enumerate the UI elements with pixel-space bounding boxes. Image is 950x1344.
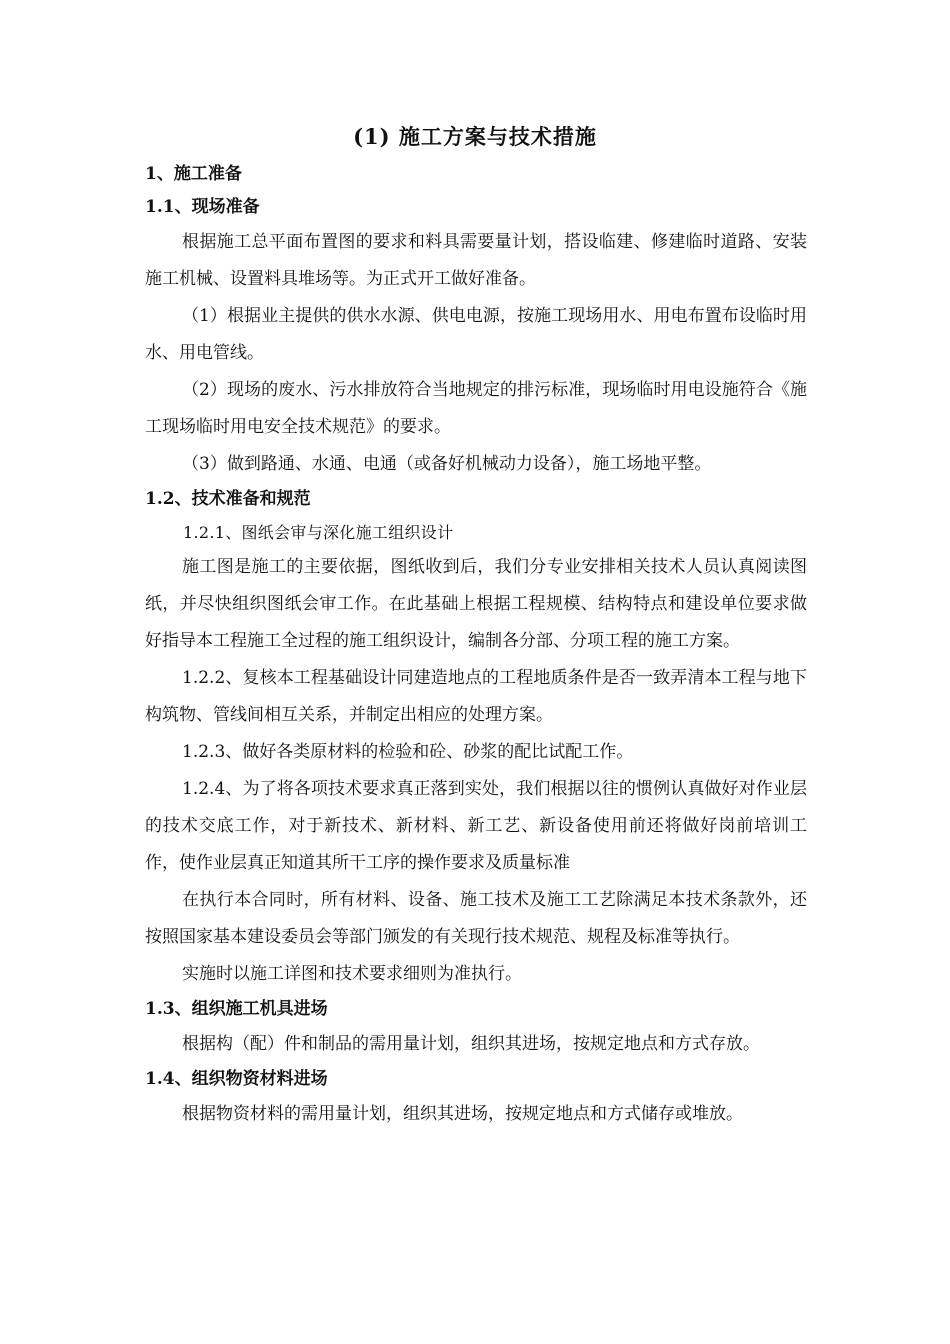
document-title: (1) 施工方案与技术措施 bbox=[353, 124, 597, 149]
paragraph: （2）现场的废水、污水排放符合当地规定的排污标准，现场临时用电设施符合《施工现场临时用电安全技术规范》的要求。 bbox=[145, 380, 807, 437]
paragraph: 1.2.4、为了将各项技术要求真正落到实处，我们根据以往的惯例认真做好对作业层的技术交底工作，对于新技术、新材料、新工艺、新设备使用前还将做好岗前培训工作，使作业层真正知道其所干工序的操作要求及质量标准 bbox=[145, 779, 807, 873]
section-heading: 1、施工准备 bbox=[145, 164, 242, 184]
paragraph: 根据构（配）件和制品的需用量计划，组织其进场，按规定地点和方式存放。 bbox=[182, 1034, 760, 1054]
paragraph: 实施时以施工详图和技术要求细则为准执行。 bbox=[182, 964, 522, 984]
paragraph: 1.2.2、复核本工程基础设计同建造地点的工程地质条件是否一致弄清本工程与地下构筑物、管线间相互关系，并制定出相应的处理方案。 bbox=[145, 668, 807, 725]
section-heading: 1.1、现场准备 bbox=[145, 197, 260, 217]
paragraph: （3）做到路通、水通、电通（或备好机械动力设备），施工场地平整。 bbox=[182, 454, 712, 474]
paragraph: （1）根据业主提供的供水水源、供电电源，按施工现场用水、用电布置布设临时用水、用电管线。 bbox=[145, 306, 807, 363]
paragraph: 根据施工总平面布置图的要求和料具需要量计划，搭设临建、修建临时道路、安装施工机械、设置料具堆场等。为正式开工做好准备。 bbox=[145, 232, 807, 289]
paragraph: 1.2.3、做好各类原材料的检验和砼、砂浆的配比试配工作。 bbox=[182, 742, 634, 762]
paragraph: 在执行本合同时，所有材料、设备、施工技术及施工工艺除满足本技术条款外，还按照国家基本建设委员会等部门颁发的有关现行技术规范、规程及标准等执行。 bbox=[145, 890, 807, 947]
document-body bbox=[145, 158, 807, 1133]
section-heading: 1.4、组织物资材料进场 bbox=[145, 1069, 328, 1089]
section-heading: 1.3、组织施工机具进场 bbox=[145, 999, 328, 1019]
subsection-heading: 1.2.1、图纸会审与深化施工组织设计 bbox=[183, 523, 454, 542]
paragraph: 施工图是施工的主要依据，图纸收到后，我们分专业安排相关技术人员认真阅读图纸，并尽快组织图纸会审工作。在此基础上根据工程规模、结构特点和建设单位要求做好指导本工程施工全过程的施工组织设计，编制各分部、分项工程的施工方案。 bbox=[145, 557, 807, 651]
paragraph: 根据物资材料的需用量计划，组织其进场，按规定地点和方式储存或堆放。 bbox=[182, 1104, 743, 1124]
section-heading: 1.2、技术准备和规范 bbox=[145, 489, 311, 509]
